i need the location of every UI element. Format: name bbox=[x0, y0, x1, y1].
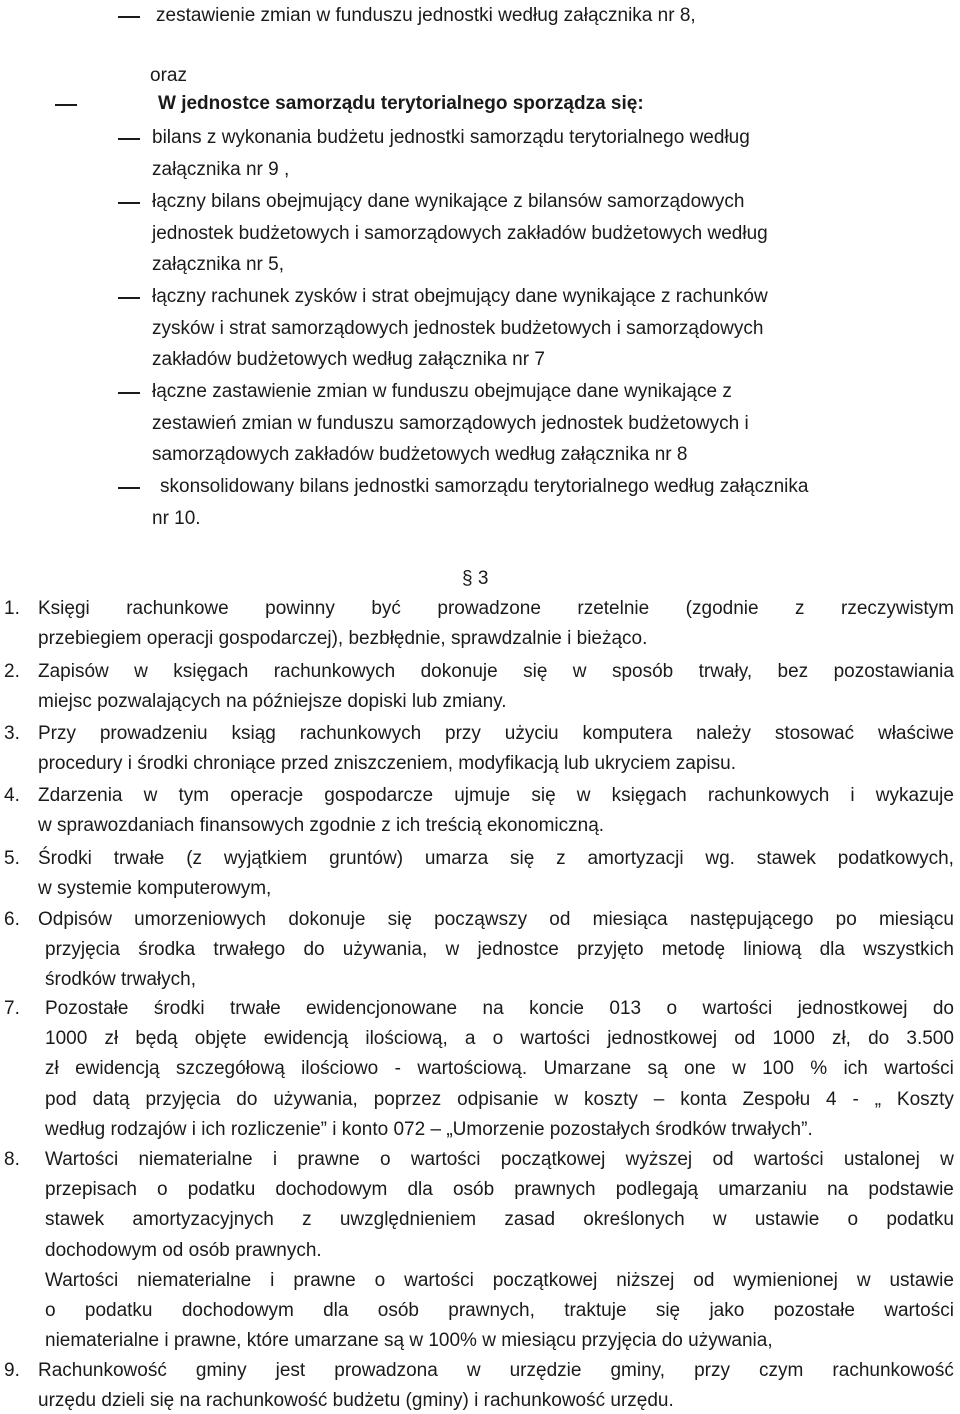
list-number: 4. bbox=[4, 785, 20, 806]
numbered-item-line: stawek amortyzacyjnych z uwzględnieniem zasad określonych w ustawie o podatku bbox=[45, 1209, 954, 1231]
numbered-item-line: według rodzajów i ich rozliczenie” i konto 072 – „Umorzenie pozostałych środków trwałych”. bbox=[45, 1118, 813, 1140]
list-dash-bullet bbox=[118, 16, 140, 18]
numbered-item-line: zł ewidencją szczegółową ilościowo - wartościową. Umarzane są one w 100 % ich wartości bbox=[45, 1058, 954, 1080]
numbered-item-line: urzędu dzieli się na rachunkowość budżetu (gminy) i rachunkowość urzędu. bbox=[38, 1390, 674, 1412]
numbered-item-line: pod datą przyjęcia do używania, poprzez odpisanie w koszty – konta Zespołu 4 - „ Koszty bbox=[45, 1088, 954, 1110]
numbered-item-line: w sprawozdaniach finansowych zgodnie z ich treścią ekonomiczną. bbox=[38, 815, 605, 837]
numbered-item-line: przyjęcia środka trwałego do używania, w jednostce przyjęto metodę liniową dla wszystkich bbox=[45, 939, 954, 961]
list-number: 3. bbox=[4, 723, 20, 744]
list-item-line: łączny bilans obejmujący dane wynikające z bilansów samorządowych bbox=[152, 191, 745, 212]
numbered-item-line: 1000 zł będą objęte ewidencją ilościową, a o wartości jednostkowej od 1000 zł, do 3.500 bbox=[45, 1028, 954, 1050]
list-item-line: zestawień zmian w funduszu samorządowych jednostek budżetowych i bbox=[152, 412, 749, 434]
list-item-line: zysków i strat samorządowych jednostek budżetowych i samorządowych bbox=[152, 317, 764, 339]
list-item-line: łączne zastawienie zmian w funduszu obejmujące dane wynikające z bbox=[152, 381, 732, 402]
numbered-item-line: przepisach o podatku dochodowym dla osób prawnych podlegają umarzaniu na podstawie bbox=[45, 1179, 954, 1201]
list-item-line: łączny rachunek zysków i strat obejmujący dane wynikające z rachunków bbox=[152, 286, 768, 307]
numbered-item-line: Zdarzenia w tym operacje gospodarcze ujmuje się w księgach rachunkowych i wykazuje bbox=[38, 785, 954, 806]
numbered-item-line: Zapisów w księgach rachunkowych dokonuje się w sposób trwały, bez pozostawiania bbox=[38, 661, 954, 682]
list-item-line: skonsolidowany bilans jednostki samorządu terytorialnego według załącznika bbox=[160, 476, 809, 497]
list-dash-bullet bbox=[118, 138, 140, 140]
list-item-line: bilans z wykonania budżetu jednostki samorządu terytorialnego według bbox=[152, 127, 750, 148]
list-dash-bullet bbox=[118, 297, 140, 299]
list-dash-bullet bbox=[118, 487, 140, 489]
list-number: 5. bbox=[4, 848, 20, 869]
list-item-line: załącznika nr 9 , bbox=[152, 158, 290, 180]
numbered-item-line: środków trwałych, bbox=[45, 969, 196, 991]
list-number: 6. bbox=[4, 909, 20, 930]
numbered-item-line: przebiegiem operacji gospodarczej), bezbłędnie, sprawdzalnie i bieżąco. bbox=[38, 628, 648, 650]
numbered-item-line: Księgi rachunkowe powinny być prowadzone rzetelnie (zgodnie z rzeczywistym bbox=[38, 598, 954, 619]
section-heading: W jednostce samorządu terytorialnego sporządza się: bbox=[158, 93, 644, 114]
numbered-item-line: o podatku dochodowym dla osób prawnych, traktuje się jako pozostałe wartości bbox=[45, 1300, 954, 1321]
list-dash-bullet bbox=[118, 202, 140, 204]
list-item-line: samorządowych zakładów budżetowych według załącznika nr 8 bbox=[152, 444, 688, 465]
numbered-item-line: w systemie komputerowym, bbox=[38, 878, 272, 900]
numbered-item-line: niematerialne i prawne, które umarzane są w 100% w miesiącu przyjęcia do używania, bbox=[45, 1330, 773, 1352]
list-number: 1. bbox=[4, 598, 20, 619]
numbered-item-line: dochodowym od osób prawnych. bbox=[45, 1239, 322, 1261]
numbered-item-line: Wartości niematerialne i prawne o wartości początkowej niższej od wymienionej w ustawie bbox=[45, 1269, 954, 1291]
list-item-line: nr 10. bbox=[152, 507, 201, 529]
section-number: § 3 bbox=[462, 568, 489, 589]
list-number: 9. bbox=[4, 1360, 20, 1381]
numbered-item-line: Przy prowadzeniu ksiąg rachunkowych przy użyciu komputera należy stosować właściwe bbox=[38, 723, 954, 744]
list-item-line: jednostek budżetowych i samorządowych zakładów budżetowych według bbox=[152, 222, 768, 244]
conjunction-text: oraz bbox=[150, 65, 187, 86]
list-number: 2. bbox=[4, 661, 20, 682]
numbered-item-line: Środki trwałe (z wyjątkiem gruntów) umarza się z amortyzacji wg. stawek podatkowych, bbox=[38, 848, 954, 869]
list-dash-bullet bbox=[55, 104, 77, 106]
list-item-line: zakładów budżetowych według załącznika nr 7 bbox=[152, 349, 545, 370]
list-number: 8. bbox=[4, 1149, 20, 1170]
numbered-item-line: miejsc pozwalających na późniejsze dopiski lub zmiany. bbox=[38, 691, 507, 713]
numbered-item-line: Odpisów umorzeniowych dokonuje się począwszy od miesiąca następującego po miesiącu bbox=[38, 909, 954, 930]
numbered-item-line: Pozostałe środki trwałe ewidencjonowane na koncie 013 o wartości jednostkowej do bbox=[45, 998, 954, 1019]
list-item-line: załącznika nr 5, bbox=[152, 254, 285, 275]
numbered-item-line: procedury i środki chroniące przed zniszczeniem, modyfikacją lub ukryciem zapisu. bbox=[38, 753, 737, 775]
numbered-item-line: Rachunkowość gminy jest prowadzona w urzędzie gminy, przy czym rachunkowość bbox=[38, 1360, 954, 1381]
list-item: zestawienie zmian w funduszu jednostki według załącznika nr 8, bbox=[156, 5, 696, 26]
numbered-item-line: Wartości niematerialne i prawne o wartości początkowej wyższej od wartości ustalonej w bbox=[45, 1149, 954, 1170]
list-number: 7. bbox=[4, 998, 20, 1019]
list-dash-bullet bbox=[118, 392, 140, 394]
